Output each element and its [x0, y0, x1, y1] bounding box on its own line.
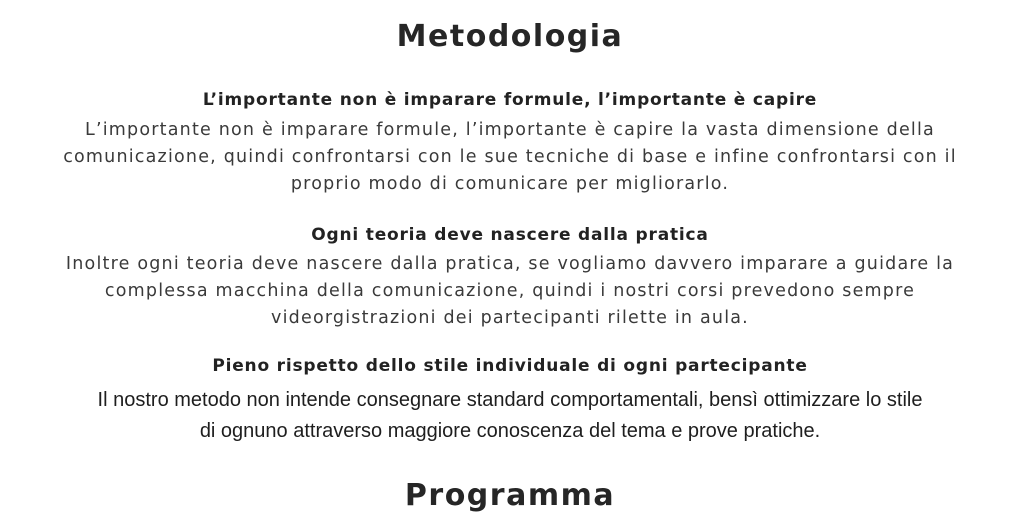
section-title-programma: Programma: [404, 478, 616, 513]
paragraph-line: comunicazione, quindi confrontarsi con le sue tecniche di base e infine confrontarsi con il: [63, 147, 957, 167]
paragraph-line: di ognuno attraverso maggiore conoscenza del tema e prove pratiche.: [199, 420, 821, 442]
section-heading-stile: Pieno rispetto dello stile individuale di ogni partecipante: [212, 356, 808, 376]
paragraph-line: videorgistrazioni dei partecipanti rilette in aula.: [271, 308, 749, 328]
section-paragraph-formule: [10, 117, 1010, 198]
page-title: Metodologia: [396, 19, 624, 54]
paragraph-line: L’importante non è imparare formule, l’importante è capire la vasta dimensione della: [85, 120, 935, 140]
paragraph-line: Il nostro metodo non intende consegnare standard comportamentali, bensì ottimizzare lo stile: [97, 389, 923, 411]
section-heading-formule: L’importante non è imparare formule, l’importante è capire: [202, 90, 818, 110]
section-heading-pratica: Ogni teoria deve nascere dalla pratica: [311, 225, 709, 245]
paragraph-line: proprio modo di comunicare per migliorarlo.: [290, 174, 730, 194]
section-paragraph-pratica: [10, 251, 1010, 332]
paragraph-line: complessa macchina della comunicazione, quindi i nostri corsi prevedono sempre: [104, 281, 916, 301]
section-paragraph-stile: [10, 385, 1010, 447]
paragraph-line: Inoltre ogni teoria deve nascere dalla pratica, se vogliamo davvero imparare a guidare la: [65, 254, 955, 274]
